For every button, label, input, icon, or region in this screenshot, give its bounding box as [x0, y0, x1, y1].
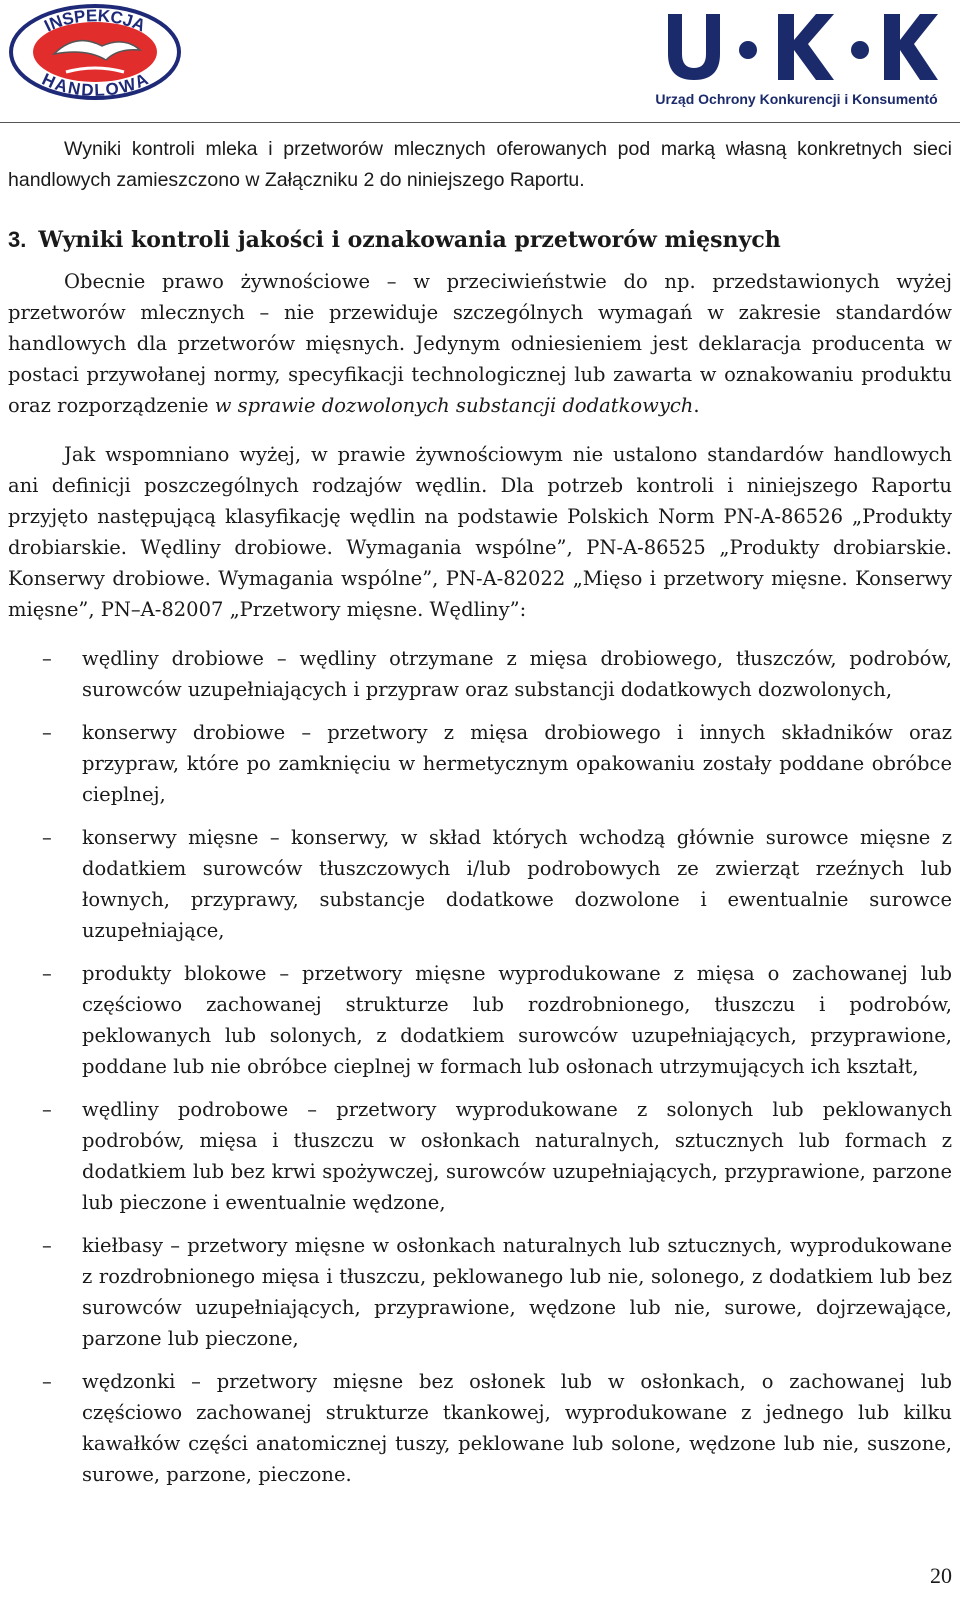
logo-text-top: INSPEKCJA [41, 6, 149, 36]
list-item [8, 958, 952, 1082]
list-dash: – [42, 1234, 52, 1257]
paragraph-legal-basis [8, 266, 952, 421]
list-dash: – [42, 1370, 52, 1393]
classification-list [8, 643, 952, 1490]
intro-paragraph: Wyniki kontroli mleka i przetworów mlecznych oferowanych pod marką własną konkretnych sieci handlowych zamieszczono w Załączniku 2 do niniejszego Raportu. [8, 138, 952, 191]
section-title: Wyniki kontroli jakości i oznakowania przetworów mięsnych [38, 227, 781, 253]
list-item [8, 822, 952, 946]
page-header [0, 0, 960, 124]
paragraph-legal-basis-text: Obecnie prawo żywnościowe – w przeciwieństwie do np. przedstawionych wyżej przetworów mlecznych – nie przewiduje szczególnych wymagań w zakresie standardów handlowych dla przetworów mięsnych. Jedynym odniesieniem jest deklaracja producenta w postaci przywołanej normy, specyfikacji technologicznej lub zawarta w oznakowaniu produktu oraz rozporządzenie [8, 270, 952, 417]
paragraph-classification: Jak wspomniano wyżej, w prawie żywnościowym nie ustalono standardów handlowych ani definicji poszczególnych rodzajów wędlin. Dla potrzeb kontroli i niniejszego Raportu przyjęto następującą klasyfikację wędlin na podstawie Polskich Norm PN-A-86526 „Produkty drobiarskie. Wędliny drobiowe. Wymagania wspólne”, PN-A-86525 „Produkty drobiarskie. Konserwy drobiowe. Wymagania wspólne”, PN-A-82022 „Mięso i przetwory mięsne. Konserwy mięsne”, PN–A-82007 „Przetwory mięsne. Wędliny”: [8, 443, 952, 621]
document-body [8, 134, 952, 1502]
paragraph-legal-basis-end: . [693, 394, 700, 417]
section-heading [8, 224, 952, 256]
svg-text:INSPEKCJA [41, 6, 148, 35]
list-item-text: wędliny podrobowe – przetwory wyprodukowane z solonych lub peklowanych podrobów, mięsa i tłuszczu w osłonkach naturalnych, sztucznych lub formach z dodatkiem lub bez krwi spożywczej, surowców uzupełniających, przyprawione, parzone lub pieczone i ewentualnie wędzone, [82, 1098, 952, 1214]
list-item [8, 717, 952, 810]
list-item [8, 1230, 952, 1354]
svg-text:HANDLOWA [39, 70, 151, 100]
list-dash: – [42, 962, 52, 985]
page-number: 20 [930, 1563, 952, 1588]
list-item-text: konserwy drobiowe – przetwory z mięsa drobiowego i innych składników oraz przypraw, które po zamknięciu w hermetycznym opakowaniu zostały poddane obróbce cieplnej, [82, 721, 952, 806]
list-item-text: konserwy mięsne – konserwy, w skład których wchodzą głównie surowce mięsne z dodatkiem surowców tłuszczowych i/lub podrobowych ze zwierząt rzeźnych lub łownych, przyprawy, substancje dodatkowe dozwolone i ewentualnie surowce uzupełniające, [82, 826, 952, 942]
section-number: 3. [8, 227, 27, 252]
list-item-text: wędliny drobiowe – wędliny otrzymane z mięsa drobiowego, tłuszczów, podrobów, surowców uzupełniających i przypraw oraz substancji dodatkowych dozwolonych, [82, 647, 952, 701]
regulation-title: w sprawie dozwolonych substancji dodatkowych [214, 394, 694, 417]
list-dash: – [42, 721, 52, 744]
list-item [8, 1366, 952, 1490]
list-item [8, 1094, 952, 1218]
list-item [8, 643, 952, 705]
header-divider [0, 122, 960, 123]
logo-text-bottom: HANDLOWA [39, 69, 151, 100]
list-dash: – [42, 826, 52, 849]
uokik-logo-caption: Urząd Ochrony Konkurencji i Konsumentów [655, 91, 938, 107]
inspekcja-handlowa-logo [6, 2, 184, 102]
list-item-text: produkty blokowe – przetwory mięsne wyprodukowane z mięsa o zachowanej lub częściowo zachowanej strukturze lub rozdrobnionego, tłuszczu i podrobów, peklowanych lub solonych, z dodatkiem surowców uzupełniających, przyprawione, poddane lub nie obróbce cieplnej w formach lub osłonach utrzymujących ich kształt, [82, 962, 952, 1078]
list-item-text: wędzonki – przetwory mięsne bez osłonek lub w osłonkach, o zachowanej lub częściowo zachowanej strukturze tkankowej, wyprodukowane z jednego lub kilku kawałków części anatomicznej tuszy, peklowane lub solone, wędzone lub nie, suszone, surowe, parzone, pieczone. [82, 1370, 952, 1486]
list-item-text: kiełbasy – przetwory mięsne w osłonkach naturalnych lub sztucznych, wyprodukowane z rozdrobnionego mięsa i tłuszczu, peklowanego lub nie, solonego, z dodatkiem lub bez surowców uzupełniających, przyprawione, wędzone lub nie, surowe, dojrzewające, parzone lub pieczone, [82, 1234, 952, 1350]
list-dash: – [42, 647, 52, 670]
list-dash: – [42, 1098, 52, 1121]
uokik-logo [648, 4, 938, 112]
